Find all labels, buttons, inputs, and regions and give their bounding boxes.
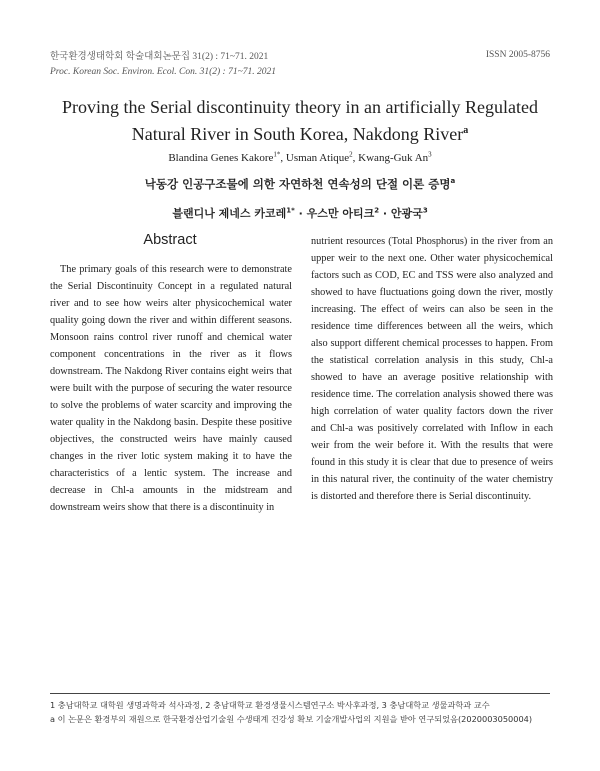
author-name: Usman Atique [285, 151, 350, 164]
author-affiliation-mark: 1* [273, 150, 281, 158]
author-name: Kwang-Guk An [358, 151, 429, 164]
paper-title [40, 95, 560, 146]
journal-citation-korean: 한국환경생태학회 학술대회논문집 31(2) : 71~71. 2021 [50, 52, 269, 62]
author-separator: , [280, 151, 286, 164]
korean-author-1 [172, 207, 306, 220]
issn: ISSN 2005-8756 [485, 50, 550, 60]
abstract-body-right-column: nutrient resources (Total Phosphorus) in the river from an upper weir to the next one. Other water physicochemical factors such as COD, EC and TSS were also analyzed and showed to have fluctuations going down the river, mostly increasing. The effect of weirs can also be seen in the residence time differences between all the weirs, which also support different chemical processes to happen. From the statistical correlation analysis in this study, Chl-a showed to have an average positive relationship with residence time. The correlation analysis showed there was high correlation of water quality factors down the river and Chl-a was positively correlated with Inflow in each weir from the weir before it. With the results that were found in this study it is clear that due to presence of weirs in this natural river, the continuity of the water chemistry is distorted and therefore there is Serial discontinuity. [311, 236, 553, 502]
journal-header [50, 50, 276, 80]
korean-title-footnote-mark: a [450, 177, 456, 186]
abstract-body-left-column: The primary goals of this research were to demonstrate the Serial Discontinuity Concept in a regulated natural river and to see how weirs alter physicochemical water quality going down the river and within different seasons. Monsoon rains control river runoff and chemical water component concentrations in the river as it flows downstream. The Nakdong River contains eight weirs that were built with the purpose of securing the water resource to solve the problems of water scarcity and improving the water quality in the Nakdong basin. Despite these positive objectives, the constructed weirs have mainly caused changes in the river lotic system making it to have the characteristics of a lentic system. The increase and decrease in Chl-a amounts in the midstream and downstream weirs show that there is a discontinuity in [50, 264, 292, 513]
korean-author-3 [391, 207, 428, 220]
korean-author-list [40, 205, 560, 221]
korean-author-affiliation-mark: 1* [286, 206, 295, 215]
korean-title-text: 낙동강 인공구조물에 의한 자연하천 연속성의 단절 이론 증명 [144, 177, 451, 191]
korean-author-name: 우스만 아티크 [306, 207, 375, 220]
korean-title [40, 176, 560, 192]
author-3 [358, 152, 431, 164]
footnote-funding: a 이 논문은 환경부의 재원으로 한국환경산업기술원 수생태계 건강성 확보 기술개발사업의 지원을 받아 연구되었음(2020003050004) [50, 714, 533, 724]
author-name: Blandina Genes Kakore [168, 151, 274, 164]
title-footnote-mark: a [463, 125, 469, 136]
abstract-heading: Abstract [143, 232, 197, 248]
korean-author-separator: · [379, 207, 391, 220]
korean-author-name: 안광국 [390, 207, 423, 220]
journal-citation-english: Proc. Korean Soc. Environ. Ecol. Con. 31(2) : 71~71. 2021 [50, 67, 276, 77]
korean-author-affiliation-mark: 3 [422, 206, 428, 215]
paper-title-text: Proving the Serial discontinuity theory in an artificially Regulated Natural River in South Korea, Nakdong River [62, 97, 538, 144]
korean-author-separator: · [294, 207, 307, 220]
korean-author-2 [307, 207, 391, 220]
author-1 [168, 152, 286, 164]
footnotes [50, 693, 550, 726]
author-affiliation-mark: 3 [428, 150, 432, 158]
author-separator: , [352, 151, 359, 164]
author-list [40, 150, 560, 164]
author-2 [286, 152, 358, 164]
author-affiliation-mark: 2 [349, 150, 353, 158]
footnote-affiliations: 1 충남대학교 대학원 생명과학과 석사과정, 2 충남대학교 환경생물시스템연구소 박사후과정, 3 충남대학교 생물과학과 교수 [50, 700, 490, 710]
korean-author-affiliation-mark: 2 [374, 206, 380, 215]
korean-author-name: 블랜디나 제네스 카코레 [172, 207, 287, 220]
